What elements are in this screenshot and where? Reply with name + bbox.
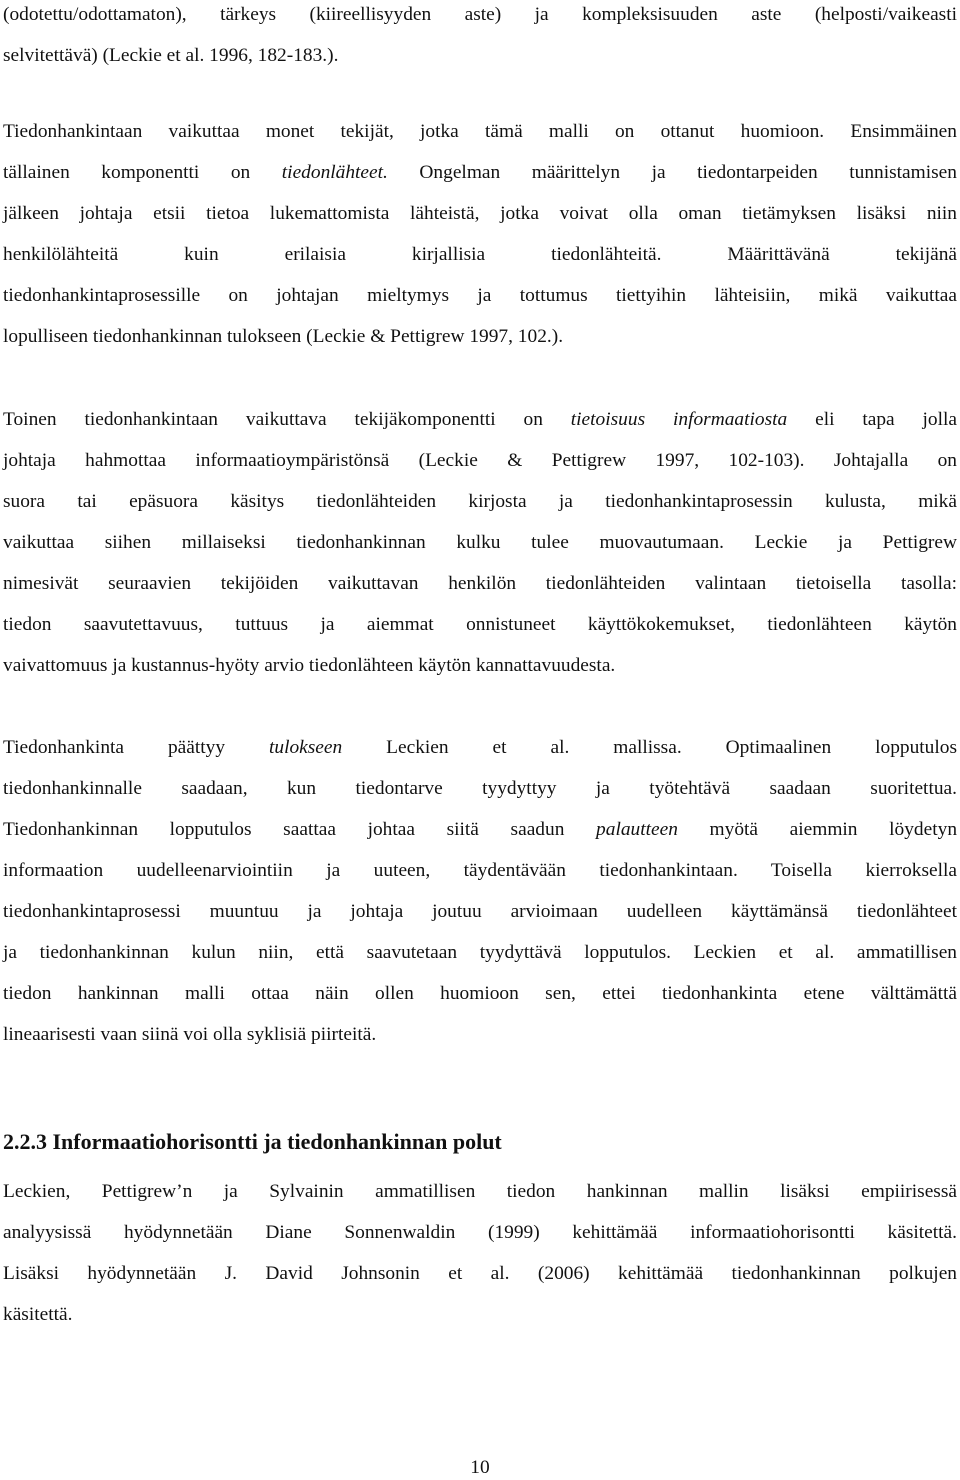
text-segment: tiedon saavutettavuus, tuttuus ja aiemmat onnistuneet käyttökokemukset, tiedonlähteen käytön bbox=[3, 614, 957, 635]
text-line bbox=[3, 940, 957, 966]
text-segment: tiedonhankintaprosessille on johtajan mieltymys ja tottumus tiettyihin lähteisiin, mikä vaikuttaa bbox=[3, 285, 957, 306]
text-segment: tiedonhankinnalle saadaan, kun tiedontarve tyydyttyy ja työtehtävä saadaan suoritettua. bbox=[3, 778, 957, 799]
text-segment: analyysissä hyödynnetään Diane Sonnenwaldin (1999) kehittämää informaatiohorisontti käsitettä. bbox=[3, 1222, 957, 1243]
text-line bbox=[3, 119, 957, 145]
text-line bbox=[3, 1022, 957, 1048]
italic-term: tiedonlähteet. bbox=[281, 162, 388, 183]
text-line bbox=[3, 899, 957, 925]
text-segment: vaikuttaa siihen millaiseksi tiedonhankinnan kulku tulee muovautumaan. Leckie ja Pettigrew bbox=[3, 532, 957, 553]
text-segment: selvitettävä) (Leckie et al. 1996, 182-183.). bbox=[3, 45, 339, 66]
text-segment: Tiedonhankinnan lopputulos saattaa johtaa siitä saadun bbox=[3, 819, 597, 840]
text-line bbox=[3, 981, 957, 1007]
italic-term: tietoisuus informaatiosta bbox=[570, 409, 788, 430]
text-line bbox=[3, 201, 957, 227]
text-line bbox=[3, 530, 957, 556]
text-line bbox=[3, 817, 957, 843]
text-line bbox=[3, 735, 957, 761]
text-line bbox=[3, 858, 957, 884]
section-heading: 2.2.3 Informaatiohorisontti ja tiedonhankinnan polut bbox=[3, 1129, 502, 1154]
text-segment: Leckien et al. mallissa. Optimaalinen lopputulos bbox=[342, 737, 957, 758]
text-segment: lineaarisesti vaan siinä voi olla syklisiä piirteitä. bbox=[3, 1024, 377, 1045]
text-line bbox=[3, 776, 957, 802]
text-line bbox=[3, 489, 957, 515]
text-segment: vaivattomuus ja kustannus-hyöty arvio tiedonlähteen käytön kannattavuudesta. bbox=[3, 655, 616, 676]
italic-term: palautteen bbox=[596, 819, 678, 840]
text-segment: lopulliseen tiedonhankinnan tulokseen (Leckie & Pettigrew 1997, 102.). bbox=[3, 326, 564, 347]
text-segment: tiedon hankinnan malli ottaa näin ollen huomioon sen, ettei tiedonhankinta etene välttämättä bbox=[3, 983, 957, 1004]
text-line bbox=[3, 1261, 957, 1287]
text-line bbox=[3, 160, 957, 186]
text-line bbox=[3, 324, 957, 350]
text-segment: Toinen tiedonhankintaan vaikuttava tekijäkomponentti on bbox=[3, 409, 571, 430]
page-number: 10 bbox=[470, 1457, 490, 1478]
text-segment: johtaja hahmottaa informaatioympäristönsä (Leckie & Pettigrew 1997, 102-103). Johtajalla on bbox=[3, 450, 957, 471]
text-line bbox=[3, 2, 957, 28]
text-segment: tiedonhankintaprosessi muuntuu ja johtaja joutuu arvioimaan uudelleen käyttämänsä tiedonlähteet bbox=[3, 901, 957, 922]
text-segment: eli tapa jolla bbox=[787, 409, 958, 430]
text-line bbox=[3, 448, 957, 474]
text-line bbox=[3, 1302, 957, 1328]
text-segment: suora tai epäsuora käsitys tiedonlähteiden kirjosta ja tiedonhankintaprosessin kulusta, mikä bbox=[3, 491, 957, 512]
text-line bbox=[3, 242, 957, 268]
text-line bbox=[3, 1179, 957, 1205]
text-segment: (odotettu/odottamaton), tärkeys (kiireellisyyden aste) ja kompleksisuuden aste (helposti/vaikeasti bbox=[3, 4, 957, 25]
text-segment: Lisäksi hyödynnetään J. David Johnsonin et al. (2006) kehittämää tiedonhankinnan polkujen bbox=[3, 1263, 957, 1284]
text-segment: Tiedonhankinta päättyy bbox=[3, 737, 269, 758]
italic-term: tulokseen bbox=[268, 737, 343, 758]
text-line bbox=[3, 43, 957, 69]
text-segment: Ongelman määrittelyn ja tiedontarpeiden tunnistamisen bbox=[387, 162, 957, 183]
text-line bbox=[3, 283, 957, 309]
text-segment: tällainen komponentti on bbox=[3, 162, 282, 183]
text-segment: myötä aiemmin löydetyn bbox=[677, 819, 958, 840]
text-line bbox=[3, 653, 957, 679]
text-segment: Tiedonhankintaan vaikuttaa monet tekijät, jotka tämä malli on ottanut huomioon. Ensimmäinen bbox=[3, 121, 957, 142]
text-segment: informaation uudelleenarviointiin ja uuteen, täydentävään tiedonhankintaan. Toisella kierroksella bbox=[3, 860, 957, 881]
text-line bbox=[3, 612, 957, 638]
text-segment: henkilölähteitä kuin erilaisia kirjallisia tiedonlähteitä. Määrittävänä tekijänä bbox=[3, 244, 957, 265]
text-line bbox=[3, 407, 957, 433]
text-segment: käsitettä. bbox=[3, 1304, 73, 1325]
text-segment: Leckien, Pettigrew’n ja Sylvainin ammatillisen tiedon hankinnan mallin lisäksi empiirisessä bbox=[3, 1181, 957, 1202]
text-segment: nimesivät seuraavien tekijöiden vaikuttavan henkilön tiedonlähteiden valintaan tietoisella tasolla: bbox=[3, 573, 957, 594]
text-segment: jälkeen johtaja etsii tietoa lukemattomista lähteistä, jotka voivat olla oman tietämyksen lisäksi niin bbox=[3, 203, 957, 224]
text-segment: ja tiedonhankinnan kulun niin, että saavutetaan tyydyttävä lopputulos. Leckien et al. ammatillisen bbox=[3, 942, 957, 963]
text-line bbox=[3, 1220, 957, 1246]
text-line bbox=[3, 571, 957, 597]
